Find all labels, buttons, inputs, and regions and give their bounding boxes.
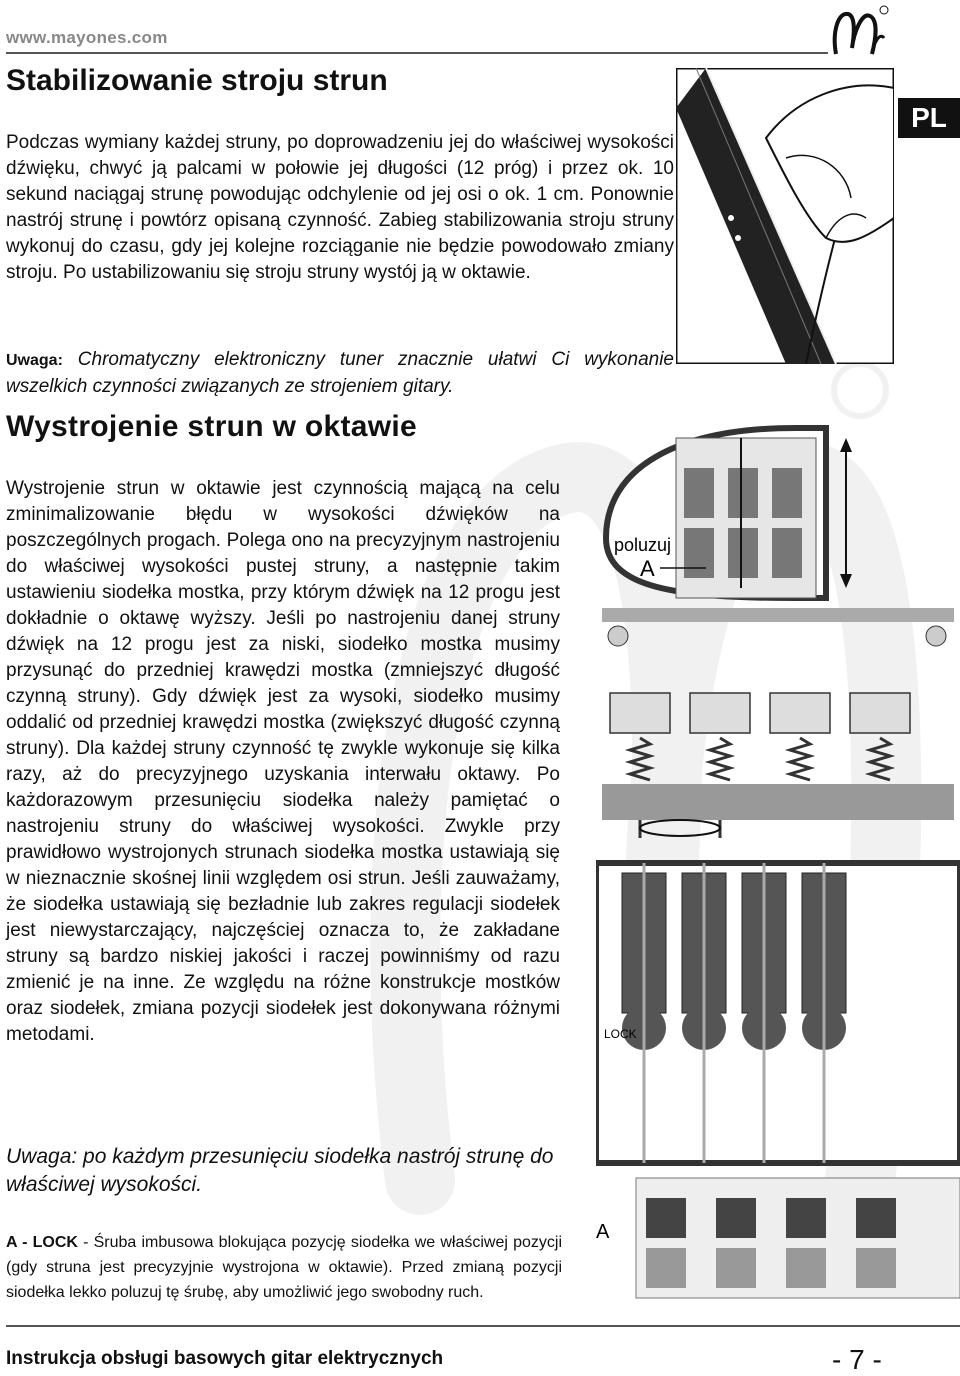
octave-paragraph: Wystrojenie strun w oktawie jest czynnością mającą na celu zminimalizowanie błędu w wysokości dźwięków na poszczególnych progach. Polega ono na precyzyjnym nastrojeniu do właściwej wysokości pustej struny, a następnie takim ustawieniu siodełka mostka, przy którym dźwięk na 12 progu jest dokładnie o oktawę wyższy. Jeśli po nastrojeniu danej struny dźwięk na 12 progu jest za niski, siodełko mostka musimy przysunąć do przedniej krawędzi mostka (zmniejszyć długość czynną struny). Gdy dźwięk jest za wysoki, siodełko musimy oddalić od przedniej krawędzi mostka (zwiększyć długość czynną struny). Dla każdej struny czynność tę zwykle wykonuje się kilka razy, aż do precyzyjnego uzyskania interwału oktawy. Po każdorazowym przesunięciu siodełka należy pamiętać o nastrojeniu struny do właściwej wysokości. Zwykle przy prawidłowo wystrojonych strunach siodełka mostka ustawiają się w nieznacznie skośnej linii względem osi strun. Jeśli zauważamy, że siodełka ustawiają się bezładnie lub zakres regulacji siodełek jest niewystarczający, najczęściej oznacza to, że zakładane struny są bardzo niskiej jakości i raczej powinniśmy od razu zmienić je na inne. Ze względu na różne konstrukcje mostków oraz siodełek, zmiana pozycji siodełek jest dokonywana różnymi metodami. xyxy=(6,478,560,1045)
loosen-label: poluzuj xyxy=(614,535,672,555)
note-label: Uwaga: xyxy=(6,352,63,369)
section-title-octave: Wystrojenie strun w oktawie xyxy=(6,410,417,443)
note-text: Chromatyczny elektroniczny tuner znacznie ułatwi Ci wykonanie wszelkich czynności związanych ze strojeniem gitary. xyxy=(6,349,674,397)
footer-rule xyxy=(6,1325,960,1327)
saddle-note: Uwaga: po każdym przesunięciu siodełka nastrój strunę do właściwej wysokości. xyxy=(6,1145,554,1196)
website-url[interactable]: www.mayones.com xyxy=(6,28,168,47)
tuner-note xyxy=(6,347,674,400)
bridge-saddle-diagram xyxy=(596,408,960,1314)
section-title-stabilization: Stabilizowanie stroju strun xyxy=(6,64,388,97)
label-a-bottom: A xyxy=(596,1221,610,1243)
lock-note-label: A - LOCK xyxy=(6,1234,78,1251)
page-number: - 7 - xyxy=(832,1344,882,1375)
header-rule xyxy=(6,52,828,54)
lock-label: LOCK xyxy=(604,1027,637,1041)
manual-title: Instrukcja obsługi basowych gitar elektrycznych xyxy=(6,1348,444,1369)
label-a-top: A xyxy=(640,556,655,581)
lock-note-text: - Śruba imbusowa blokująca pozycję siodełka we właściwej pozycji (gdy struna jest precyzyjnie wystrojona w oktawie). Przed zmianą pozycji siodełka lekko poluzuj tę śrubę, aby umożliwić jego swobodny ruch. xyxy=(6,1234,562,1301)
stabilization-paragraph: Podczas wymiany każdej struny, po doprowadzeniu jej do właściwej wysokości dźwięku, chwyć ją palcami w połowie jej długości (12 próg) i przez ok. 10 sekund naciągaj strunę powodując odchylenie od jej osi o ok. 1 cm. Ponownie nastrój strunę i powtórz opisaną czynność. Zabieg stabilizowania stroju struny wykonuj do czasu, gdy jej kolejne rozciąganie nie będzie powodowało zmiany stroju. Po ustabilizowaniu się stroju struny wystój ją w oktawie. xyxy=(6,132,674,283)
string-stretch-illustration xyxy=(676,68,894,364)
mayones-logo xyxy=(828,2,890,62)
language-badge: PL xyxy=(898,98,960,138)
lock-note xyxy=(6,1230,562,1305)
